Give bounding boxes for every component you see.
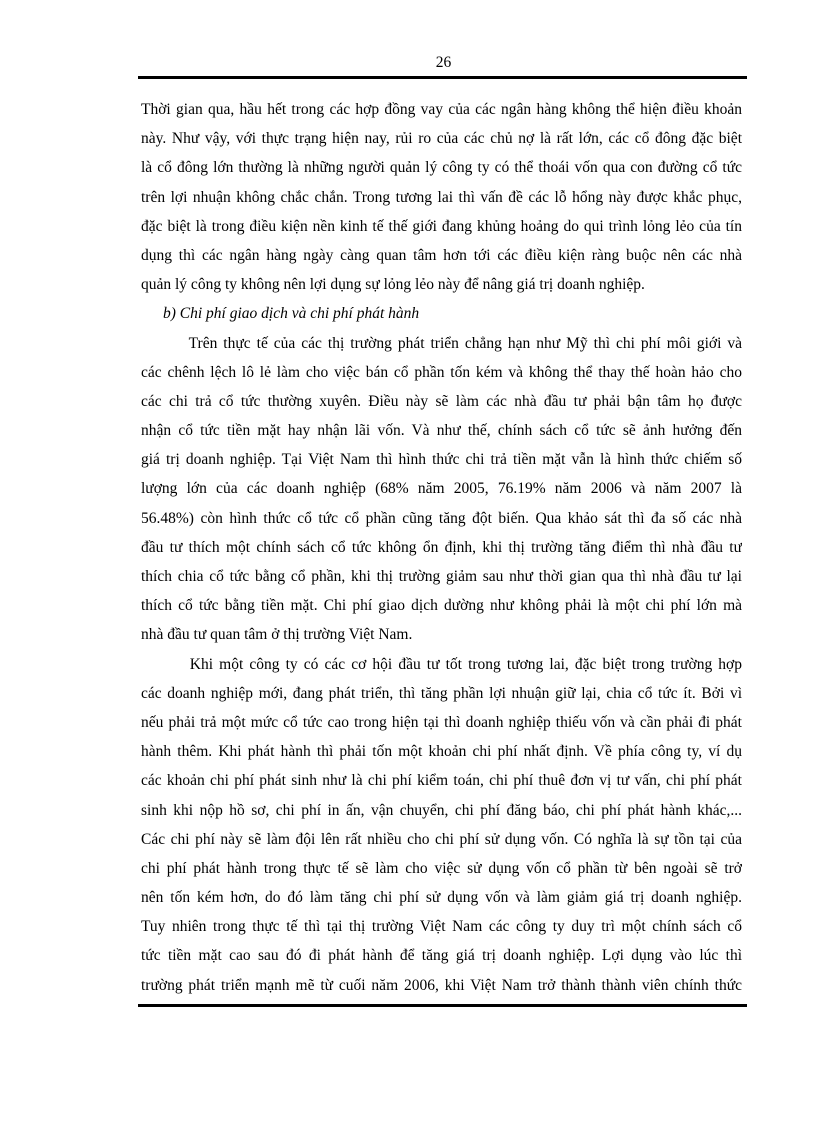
- text-line: Khi một công ty có các cơ hội đầu tư tốt trong tương lai, đặc biệt trong trường hợp: [141, 655, 742, 673]
- text-line: 56.48%) còn hình thức cổ tức cổ phần cũng tăng đột biến. Qua khảo sát thì đa số các nhà: [141, 509, 742, 527]
- text-line: là cổ đông lớn thường là những người quản lý công ty có thể thoái vốn qua con đường cổ tức: [141, 159, 742, 177]
- paragraph-2: [141, 329, 742, 650]
- section-heading-b: b) Chi phí giao dịch và chi phí phát hành: [163, 305, 420, 323]
- text-line: trên lợi nhuận không chắc chắn. Trong tương lai thì vấn đề các lỗ hổng này được khắc phục,: [141, 188, 742, 206]
- document-body: [141, 95, 742, 1000]
- text-line: thích chia cổ tức bằng cổ phần, khi thị trường giảm sau như thời gian qua thì nhà đầu tư lại: [141, 568, 742, 585]
- header-rule: [138, 76, 747, 79]
- text-line: các doanh nghiệp mới, đang phát triển, thì tăng phần lợi nhuận giữ lại, chia cổ tức ít. Bởi vì: [141, 684, 742, 702]
- text-line: chi phí phát hành trong thực tế sẽ làm cho việc sử dụng vốn cổ phần từ bên ngoài sẽ trở: [141, 859, 742, 877]
- text-line: nhận cổ tức tiền mặt hay nhận lãi vốn. Và như thế, chính sách cổ tức sẽ ảnh hưởng đến: [141, 422, 742, 440]
- text-line: thích cổ tức bằng tiền mặt. Chi phí giao dịch dường như không phải là một chi phí lớn mà: [141, 597, 742, 615]
- footer-rule: [138, 1004, 747, 1007]
- text-line: giá trị doanh nghiệp. Tại Việt Nam thì hình thức chi trả tiền mặt vẫn là hình thức chiếm số: [141, 451, 742, 469]
- text-line: sinh khi nộp hồ sơ, chi phí in ấn, vận chuyển, chi phí đăng báo, chi phí phát hành khác,...: [141, 801, 742, 819]
- paragraph-1: [141, 95, 742, 299]
- text-line: dụng thì các ngân hàng ngày càng quan tâm hơn tới các điều kiện ràng buộc nên các nhà: [141, 246, 742, 264]
- text-line: đặc biệt là trong điều kiện nền kinh tế thế giới đang khủng hoảng do qui trình lỏng lẻo của tín: [141, 217, 742, 235]
- paragraph-3: [141, 650, 742, 1000]
- text-line: hành thêm. Khi phát hành thì phải tốn một khoản chi phí nhất định. Về phía công ty, ví dụ: [141, 743, 742, 761]
- text-line: lượng lớn của các doanh nghiệp (68% năm 2005, 76.19% năm 2006 và năm 2007 là: [141, 480, 742, 498]
- text-line: các chênh lệch lô lẻ làm cho việc bán cổ phần tốn kém và không thể thay thế hoàn hảo cho: [141, 363, 742, 381]
- text-line: tức tiền mặt cao sau đó đi phát hành để tăng giá trị doanh nghiệp. Lợi dụng vào lúc thì: [141, 947, 742, 965]
- text-line: nhà đầu tư quan tâm ở thị trường Việt Nam.: [141, 626, 413, 644]
- text-line: này. Như vậy, với thực trạng hiện nay, rủi ro của các chủ nợ là rất lớn, các cổ đông đặc biệt: [141, 130, 742, 148]
- text-line: các khoản chi phí phát sinh như là chi phí kiểm toán, chi phí thuê đơn vị tư vấn, chi phí phát: [141, 772, 742, 790]
- text-line: nên tốn kém hơn, do đó làm tăng chi phí sử dụng vốn và làm giảm giá trị doanh nghiệp.: [141, 889, 742, 907]
- text-line: trường phát triển mạnh mẽ từ cuối năm 2006, khi Việt Nam trở thành thành viên chính thức: [141, 976, 742, 994]
- text-line: các chi trả cổ tức thường xuyên. Điều này sẽ làm các nhà đầu tư phải bận tâm họ được: [141, 392, 742, 410]
- text-line: Thời gian qua, hầu hết trong các hợp đồng vay của các ngân hàng không thể hiện điều khoản: [141, 101, 742, 118]
- text-line: Trên thực tế của các thị trường phát triển chẳng hạn như Mỹ thì chi phí môi giới và: [141, 334, 742, 352]
- text-line: Các chi phí này sẽ làm đội lên rất nhiều cho chi phí sử dụng vốn. Có nghĩa là sự tồn tại của: [141, 830, 742, 848]
- page-number: 26: [435, 54, 452, 71]
- text-line: quản lý công ty không nên lợi dụng sự lỏng lẻo này để nâng giá trị doanh nghiệp.: [141, 276, 645, 294]
- text-line: nếu phải trả một mức cổ tức cao trong hiện tại thì doanh nghiệp thiếu vốn và cần phải đi phát: [141, 713, 742, 731]
- text-line: đầu tư thích một chính sách cổ tức không ổn định, khi thị trường tăng điểm thì nhà đầu tư: [141, 538, 742, 556]
- text-line: Tuy nhiên trong thực tế thì tại thị trường Việt Nam các công ty duy trì một chính sách cổ: [141, 918, 742, 936]
